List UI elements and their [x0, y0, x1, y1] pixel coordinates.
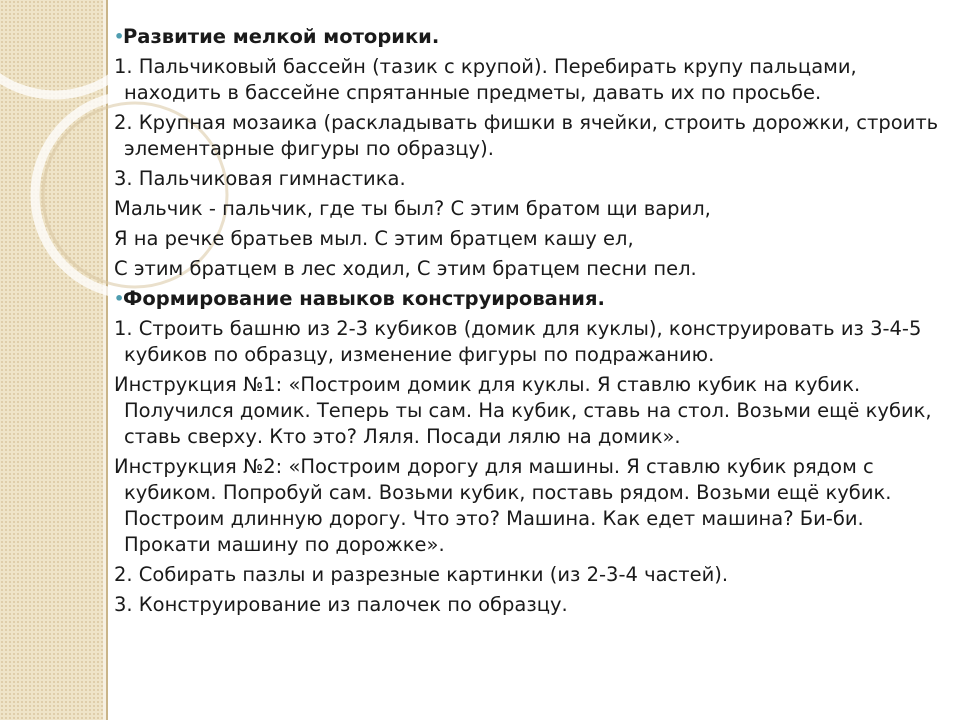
list-item: 3. Пальчиковая гимнастика.: [114, 167, 406, 190]
bullet-icon: •: [114, 289, 125, 308]
bullet-icon: •: [114, 27, 125, 46]
heading-text: Развитие мелкой моторики.: [123, 25, 440, 48]
list-item: 1. Пальчиковый бассейн (тазик с крупой). Перебирать крупу пальцами, находить в бассейне спрятанные предметы, давать их по просьбе.: [114, 55, 857, 104]
section-heading-fine-motor: [112, 24, 947, 50]
list-item: 3. Конструирование из палочек по образцу.: [114, 593, 568, 616]
poem-line: Мальчик - пальчик, где ты был? С этим братом щи варил,: [114, 197, 711, 220]
instruction-paragraph: Инструкция №2: «Построим дорогу для машины. Я ставлю кубик рядом с кубиком. Попробуй сам. Возьми кубик, поставь рядом. Возьми ещё кубик. Построим длинную дорогу. Что это? Машина. Как едет машина? Би-би. Прокати машину по дорожке».: [114, 455, 892, 556]
poem-line: Я на речке братьев мыл. С этим братцем кашу ел,: [114, 227, 634, 250]
heading-text: Формирование навыков конструирования.: [123, 287, 605, 310]
slide-body: [112, 24, 947, 622]
poem-line: С этим братцем в лес ходил, С этим братцем песни пел.: [114, 257, 697, 280]
section-heading-construction: [112, 286, 947, 312]
list-item: 1. Строить башню из 2-3 кубиков (домик для куклы), конструировать из 3-4-5 кубиков по образцу, изменение фигуры по подражанию.: [114, 317, 922, 366]
list-item: 2. Собирать пазлы и разрезные картинки (из 2-3-4 частей).: [114, 563, 729, 586]
instruction-paragraph: Инструкция №1: «Построим домик для куклы. Я ставлю кубик на кубик. Получился домик. Теперь ты сам. На кубик, ставь на стол. Возьми ещё кубик, ставь сверху. Кто это? Ляля. Посади лялю на домик».: [114, 373, 932, 448]
list-item: 2. Крупная мозаика (раскладывать фишки в ячейки, строить дорожки, строить элементарные фигуры по образцу).: [114, 111, 939, 160]
